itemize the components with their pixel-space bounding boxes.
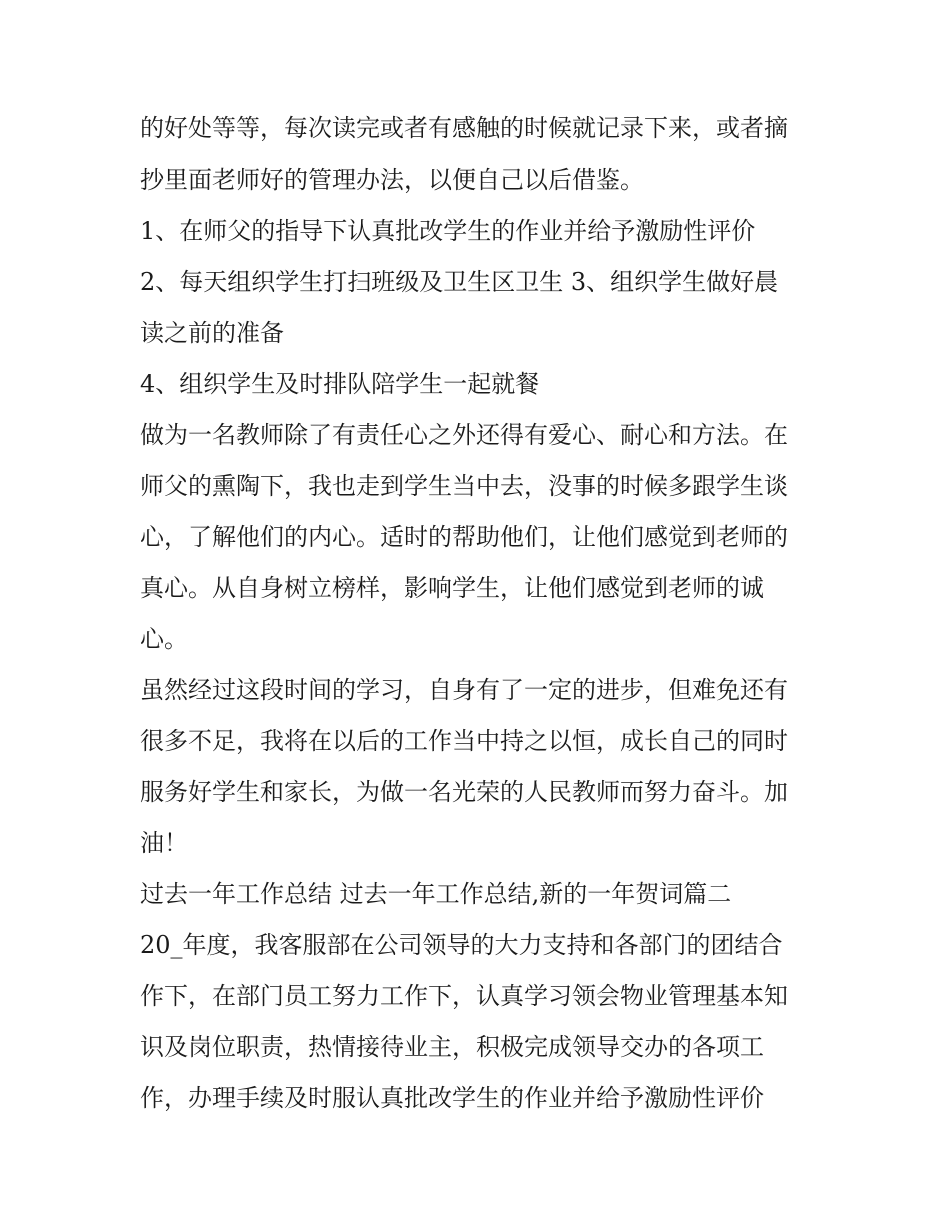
text-line: 20_年度，我客服部在公司领导的大力支持和各部门的团结合	[140, 931, 783, 959]
text-line: 师父的熏陶下，我也走到学生当中去，没事的时候多跟学生谈	[140, 472, 788, 500]
text-line: 很多不足，我将在以后的工作当中持之以恒，成长自己的同时	[140, 727, 788, 755]
text-line: 作下，在部门员工努力工作下，认真学习领会物业管理基本知	[140, 982, 788, 1010]
text-line: 服务好学生和家长，为做一名光荣的人民教师而努力奋斗。加	[140, 778, 788, 806]
text-line: 做为一名教师除了有责任心之外还得有爱心、耐心和方法。在	[140, 421, 788, 449]
text-line: 作，办理手续及时服认真批改学生的作业并给予激励性评价	[140, 1084, 764, 1112]
text-line: 过去一年工作总结 过去一年工作总结,新的一年贺词篇二	[140, 880, 732, 908]
text-line: 虽然经过这段时间的学习，自身有了一定的进步，但难免还有	[140, 676, 788, 704]
text-line: 心。	[140, 625, 188, 653]
text-line: 的好处等等，每次读完或者有感触的时候就记录下来，或者摘	[140, 114, 788, 142]
text-line: 真心。从自身树立榜样，影响学生，让他们感觉到老师的诚	[140, 574, 764, 602]
text-line: 1、在师父的指导下认真批改学生的作业并给予激励性评价	[140, 217, 756, 245]
text-line: 读之前的准备	[140, 319, 284, 347]
text-line: 2、每天组织学生打扫班级及卫生区卫生 3、组织学生做好晨	[140, 268, 779, 296]
text-line: 识及岗位职责，热情接待业主，积极完成领导交办的各项工	[140, 1033, 764, 1061]
text-line: 抄里面老师好的管理办法，以便自己以后借鉴。	[140, 166, 644, 194]
text-line: 心，了解他们的内心。适时的帮助他们，让他们感觉到老师的	[140, 523, 788, 551]
text-line: 4、组织学生及时排队陪学生一起就餐	[140, 370, 540, 398]
text-line: 油！	[140, 829, 188, 857]
